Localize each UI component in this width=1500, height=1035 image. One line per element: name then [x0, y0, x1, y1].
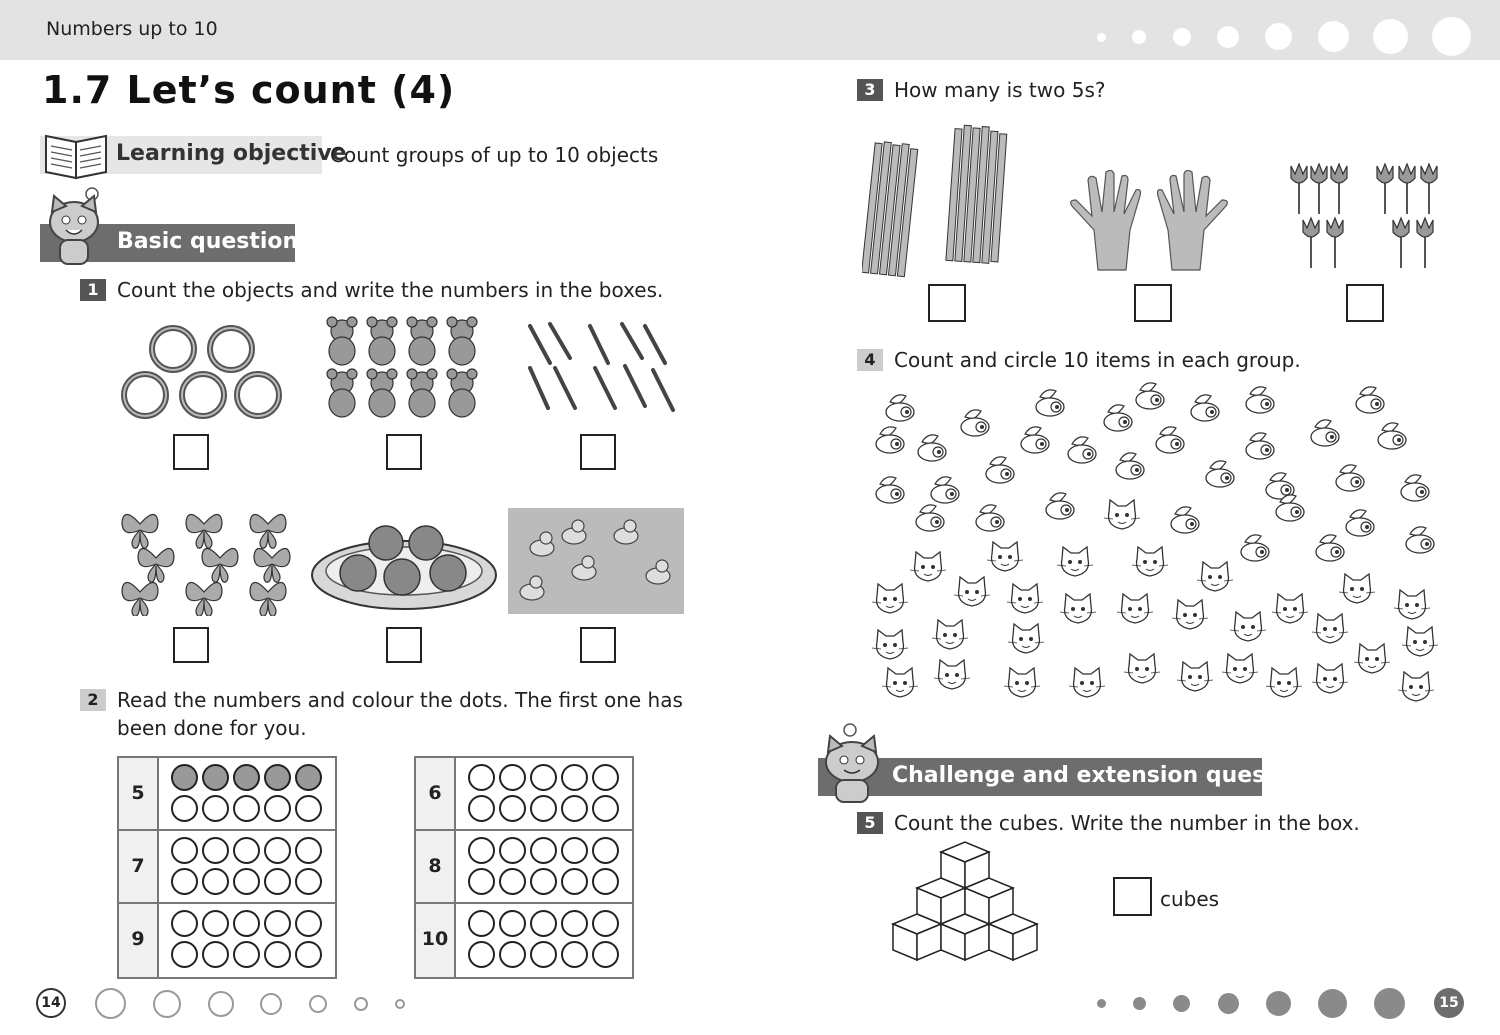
- dot[interactable]: [202, 910, 229, 937]
- answer-box-pencils[interactable]: [928, 284, 966, 322]
- rings-icon: [115, 322, 290, 422]
- table-row: [416, 904, 632, 977]
- pens-icon: [520, 318, 685, 418]
- dot[interactable]: [264, 837, 291, 864]
- dot[interactable]: [233, 910, 260, 937]
- dot[interactable]: [264, 795, 291, 822]
- cubes-icon: [890, 840, 1040, 980]
- dot[interactable]: [202, 868, 229, 895]
- answer-box-pens[interactable]: [580, 434, 616, 470]
- question-2-text: Read the numbers and colour the dots. The first one has been done for you.: [117, 688, 683, 740]
- dot[interactable]: [171, 795, 198, 822]
- dot[interactable]: [171, 764, 198, 791]
- dot[interactable]: [468, 868, 495, 895]
- dot[interactable]: [264, 764, 291, 791]
- dot[interactable]: [530, 868, 557, 895]
- row-number: 6: [416, 758, 456, 829]
- fish-icon: [876, 383, 1434, 561]
- answer-box-apples[interactable]: [386, 627, 422, 663]
- dots-table-right: [414, 756, 634, 979]
- answer-box-cubes[interactable]: [1113, 877, 1152, 916]
- dot[interactable]: [295, 764, 322, 791]
- question-1-number: 1: [80, 279, 106, 301]
- cubes-unit-label: cubes: [1160, 887, 1220, 911]
- answer-box-bears[interactable]: [386, 434, 422, 470]
- dot[interactable]: [468, 910, 495, 937]
- dot[interactable]: [202, 837, 229, 864]
- dot[interactable]: [499, 764, 526, 791]
- dot[interactable]: [468, 795, 495, 822]
- apples-plate-icon: [310, 515, 500, 615]
- question-3-text: How many is two 5s?: [894, 78, 1106, 102]
- dot[interactable]: [561, 837, 588, 864]
- dot[interactable]: [530, 837, 557, 864]
- row-number: 5: [119, 758, 159, 829]
- question-2-number: 2: [80, 689, 106, 711]
- learning-objective-label: Learning objective: [116, 141, 347, 166]
- tulips-icon: [1285, 160, 1447, 272]
- page-title: 1.7 Let’s count (4): [42, 68, 456, 112]
- dot[interactable]: [468, 941, 495, 968]
- answer-box-rings[interactable]: [173, 434, 209, 470]
- dot[interactable]: [295, 868, 322, 895]
- table-row: [119, 758, 335, 831]
- dot[interactable]: [295, 941, 322, 968]
- dot[interactable]: [499, 868, 526, 895]
- dot[interactable]: [499, 795, 526, 822]
- basic-questions-label: Basic questions: [117, 229, 312, 254]
- table-row: [119, 831, 335, 904]
- dot[interactable]: [592, 795, 619, 822]
- dot[interactable]: [233, 764, 260, 791]
- dot[interactable]: [171, 868, 198, 895]
- dot[interactable]: [295, 837, 322, 864]
- dot[interactable]: [264, 941, 291, 968]
- table-row: [416, 831, 632, 904]
- dot[interactable]: [202, 941, 229, 968]
- butterflies-icon: [118, 506, 298, 616]
- dot[interactable]: [561, 764, 588, 791]
- question-3-number: 3: [857, 79, 883, 101]
- dot[interactable]: [171, 910, 198, 937]
- challenge-label: Challenge and extension question: [892, 763, 1315, 788]
- page-number-left: 14: [36, 988, 66, 1018]
- dot[interactable]: [171, 941, 198, 968]
- dot[interactable]: [561, 795, 588, 822]
- dot[interactable]: [202, 795, 229, 822]
- running-header: Numbers up to 10: [46, 18, 218, 40]
- dot[interactable]: [233, 795, 260, 822]
- pencils-icon: [862, 122, 1012, 290]
- dot[interactable]: [530, 910, 557, 937]
- answer-box-tulips[interactable]: [1346, 284, 1384, 322]
- table-row: [416, 758, 632, 831]
- ducks-pond-icon: [508, 508, 684, 614]
- dot[interactable]: [561, 868, 588, 895]
- question-4-text: Count and circle 10 items in each group.: [894, 348, 1301, 372]
- dot[interactable]: [202, 764, 229, 791]
- dot[interactable]: [592, 868, 619, 895]
- dot[interactable]: [499, 941, 526, 968]
- book-icon: [42, 128, 112, 182]
- dot[interactable]: [264, 868, 291, 895]
- cat-mascot-icon: [814, 722, 894, 806]
- dot[interactable]: [233, 837, 260, 864]
- question-5-number: 5: [857, 812, 883, 834]
- dot[interactable]: [592, 837, 619, 864]
- dot[interactable]: [264, 910, 291, 937]
- hands-icon: [1068, 170, 1230, 274]
- dot[interactable]: [468, 764, 495, 791]
- question-5-text: Count the cubes. Write the number in the box.: [894, 811, 1360, 835]
- dot[interactable]: [561, 910, 588, 937]
- q4-items-area[interactable]: [860, 378, 1450, 708]
- page-number-right: 15: [1434, 988, 1464, 1018]
- teddy-bears-icon: [320, 315, 490, 423]
- answer-box-butterflies[interactable]: [173, 627, 209, 663]
- cat-mascot-icon: [40, 186, 110, 272]
- learning-objective-text: Count groups of up to 10 objects: [330, 143, 659, 167]
- question-1-text: Count the objects and write the numbers in the boxes.: [117, 278, 664, 302]
- dot[interactable]: [592, 764, 619, 791]
- question-4-number: 4: [857, 349, 883, 371]
- dot[interactable]: [468, 837, 495, 864]
- dots-table-left: [117, 756, 337, 979]
- dot[interactable]: [561, 941, 588, 968]
- dot[interactable]: [499, 837, 526, 864]
- answer-box-ducks[interactable]: [580, 627, 616, 663]
- dot[interactable]: [530, 764, 557, 791]
- row-number: 8: [416, 831, 456, 902]
- row-number: 7: [119, 831, 159, 902]
- dot[interactable]: [499, 910, 526, 937]
- dot[interactable]: [295, 795, 322, 822]
- dot[interactable]: [592, 941, 619, 968]
- dot[interactable]: [530, 795, 557, 822]
- dot[interactable]: [171, 837, 198, 864]
- answer-box-hands[interactable]: [1134, 284, 1172, 322]
- dot[interactable]: [295, 910, 322, 937]
- table-row: [119, 904, 335, 977]
- dot[interactable]: [233, 941, 260, 968]
- row-number: 9: [119, 904, 159, 977]
- dot[interactable]: [592, 910, 619, 937]
- row-number: 10: [416, 904, 456, 977]
- dot[interactable]: [233, 868, 260, 895]
- dot[interactable]: [530, 941, 557, 968]
